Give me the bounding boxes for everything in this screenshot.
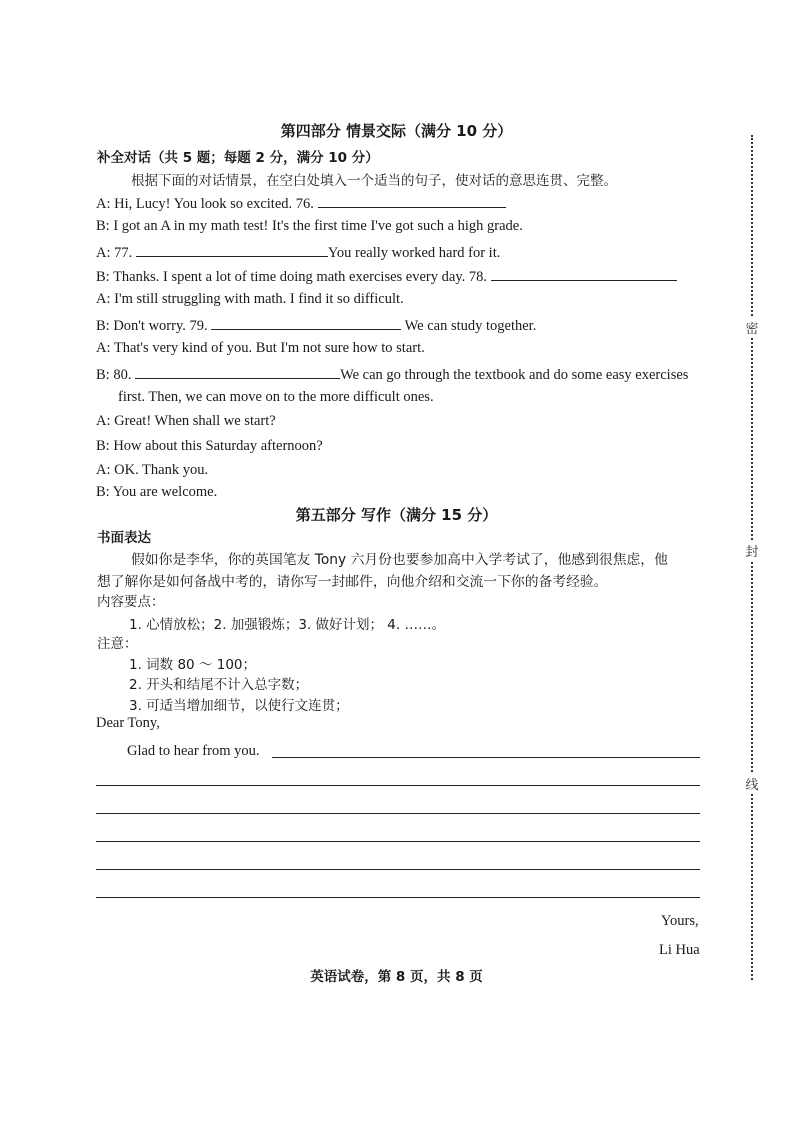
dialogue-text: B: Thanks. I spent a lot of time doing math exercises every day. 78. bbox=[96, 269, 488, 285]
dialogue-line-6 bbox=[96, 315, 536, 335]
part5-subtitle: 书面表达 bbox=[97, 530, 151, 546]
writing-line[interactable] bbox=[96, 841, 700, 842]
part4-subtitle: 补全对话（共 5 题；每题 2 分，满分 10 分） bbox=[97, 150, 379, 166]
dialogue-line-3 bbox=[96, 242, 500, 262]
dialogue-line-4 bbox=[96, 266, 677, 286]
answer-blank-77[interactable] bbox=[136, 242, 328, 257]
margin-label-mi: 密 bbox=[742, 318, 762, 337]
content-points-label: 内容要点： bbox=[97, 594, 165, 610]
dialogue-line-9: A: Great! When shall we start? bbox=[96, 413, 276, 429]
dialogue-line-1 bbox=[96, 193, 506, 213]
part4-title: 第四部分 情景交际（满分 10 分） bbox=[280, 122, 513, 140]
answer-blank-78[interactable] bbox=[491, 266, 677, 281]
dialogue-text: A: Hi, Lucy! You look so excited. 76. bbox=[96, 196, 314, 212]
writing-line[interactable] bbox=[96, 813, 700, 814]
writing-line-first[interactable] bbox=[272, 757, 700, 758]
dialogue-text-after: You really worked hard for it. bbox=[327, 245, 501, 261]
writing-line[interactable] bbox=[96, 897, 700, 898]
dialogue-text-after: We can study together. bbox=[404, 318, 537, 334]
dialogue-line-12: B: You are welcome. bbox=[96, 484, 218, 500]
letter-closing: Yours, bbox=[661, 913, 699, 929]
dialogue-text-after: We can go through the textbook and do some easy exercises bbox=[340, 367, 689, 383]
note-item-3: 3. 可适当增加细节，以使行文连贯； bbox=[129, 698, 349, 714]
part4-instruction: 根据下面的对话情景，在空白处填入一个适当的句子，使对话的意思连贯、完整。 bbox=[131, 173, 617, 189]
dialogue-line-5: A: I'm still struggling with math. I find it so difficult. bbox=[96, 291, 404, 307]
answer-blank-80[interactable] bbox=[135, 364, 340, 379]
letter-opening: Glad to hear from you. bbox=[127, 743, 260, 759]
part5-title: 第五部分 写作（满分 15 分） bbox=[295, 506, 498, 524]
dialogue-text: A: 77. bbox=[96, 245, 133, 261]
dialogue-line-10: B: How about this Saturday afternoon? bbox=[96, 438, 323, 454]
margin-label-xian: 线 bbox=[742, 774, 762, 793]
dialogue-line-8-cont: first. Then, we can move on to the more difficult ones. bbox=[118, 389, 434, 405]
margin-label-feng: 封 bbox=[742, 541, 762, 560]
writing-prompt-line-2: 想了解你是如何备战中考的，请你写一封邮件，向他介绍和交流一下你的备考经验。 bbox=[97, 574, 608, 590]
writing-line[interactable] bbox=[96, 785, 700, 786]
dialogue-line-8 bbox=[96, 364, 688, 384]
dialogue-text: B: 80. bbox=[96, 367, 132, 383]
note-item-2: 2. 开头和结尾不计入总字数； bbox=[129, 677, 309, 693]
writing-prompt-line-1: 假如你是李华，你的英国笔友 Tony 六月份也要参加高中入学考试了，他感到很焦虑，他 bbox=[131, 552, 668, 568]
dialogue-line-2: B: I got an A in my math test! It's the first time I've got such a high grade. bbox=[96, 218, 523, 234]
content-points: 1. 心情放松；2. 加强锻炼；3. 做好计划； 4. ……。 bbox=[129, 617, 445, 633]
notes-label: 注意： bbox=[97, 636, 138, 652]
dialogue-text: B: Don't worry. 79. bbox=[96, 318, 208, 334]
answer-blank-76[interactable] bbox=[318, 193, 506, 208]
letter-greeting: Dear Tony, bbox=[96, 715, 160, 731]
letter-signature: Li Hua bbox=[659, 942, 700, 958]
answer-blank-79[interactable] bbox=[211, 315, 401, 330]
dialogue-line-7: A: That's very kind of you. But I'm not sure how to start. bbox=[96, 340, 425, 356]
page-footer: 英语试卷，第 8 页，共 8 页 bbox=[310, 969, 483, 985]
writing-line[interactable] bbox=[96, 869, 700, 870]
note-item-1: 1. 词数 80 ～ 100； bbox=[129, 657, 256, 673]
dialogue-line-11: A: OK. Thank you. bbox=[96, 462, 209, 478]
